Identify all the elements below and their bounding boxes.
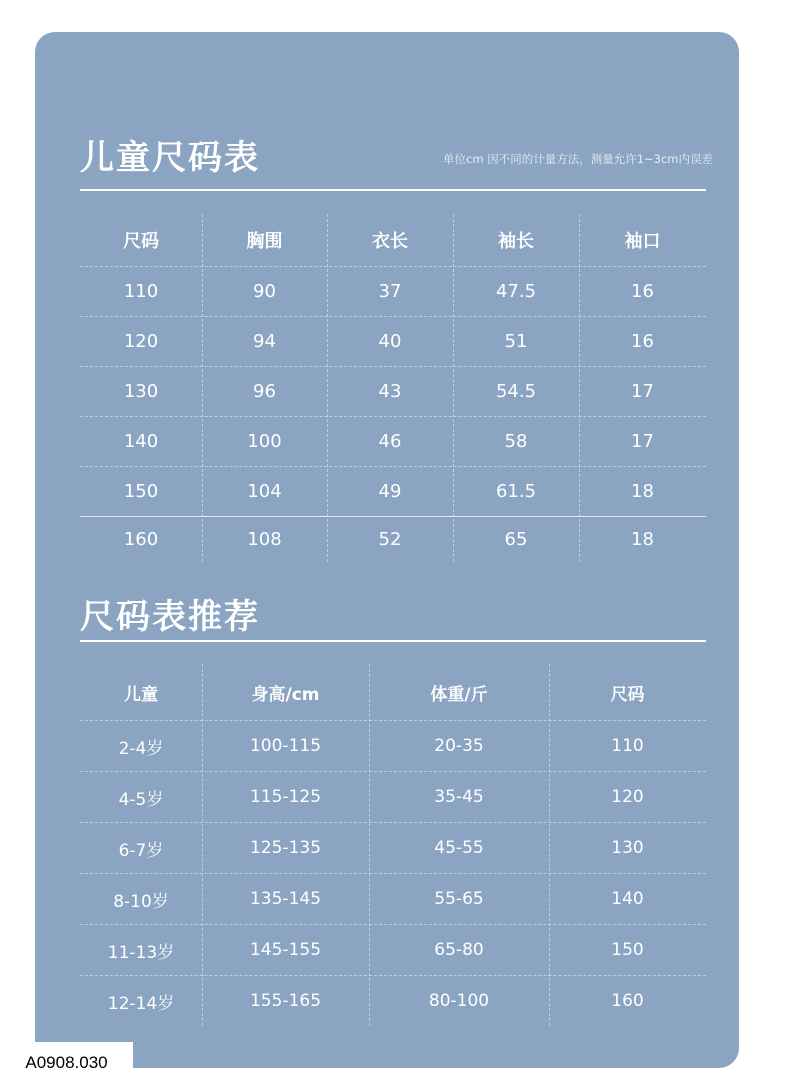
table-row: [80, 466, 706, 516]
recommendation-title: 尺码表推荐: [80, 597, 260, 637]
cell-size: 120: [123, 331, 159, 352]
cell-weight: 80-100: [428, 991, 490, 1011]
header-cuff: 袖口: [624, 231, 661, 252]
cell-age: 12-14岁: [107, 993, 175, 1014]
cell-size: 110: [611, 736, 644, 756]
cell-size: 140: [611, 889, 644, 909]
cell-size: 150: [123, 481, 159, 502]
table-row: [80, 266, 706, 316]
header-sleeve: 袖长: [498, 231, 534, 252]
cell-cuff: 17: [631, 431, 654, 452]
title-divider: [80, 640, 706, 642]
cell-sleeve: 58: [504, 431, 528, 452]
cell-chest: 100: [247, 431, 282, 452]
cell-sleeve: 51: [504, 331, 528, 352]
header-size: 尺码: [123, 231, 159, 252]
cell-weight: 35-45: [434, 787, 484, 807]
table-row: [80, 975, 706, 1026]
table-header-row: [80, 214, 706, 266]
cell-weight: 55-65: [434, 889, 484, 909]
cell-weight: 45-55: [434, 838, 484, 858]
header-age: 儿童: [124, 684, 158, 705]
cell-height: 115-125: [249, 787, 322, 807]
cell-size: 160: [611, 991, 644, 1011]
cell-cuff: 18: [631, 529, 654, 550]
cell-cuff: 17: [631, 381, 654, 402]
size-chart-title: 儿童尺码表: [80, 138, 260, 178]
table-row: [80, 416, 706, 466]
cell-size: 130: [611, 838, 644, 858]
cell-length: 49: [378, 481, 402, 502]
cell-height: 125-135: [249, 838, 322, 858]
header-chest: 胸围: [246, 231, 283, 252]
cell-height: 155-165: [249, 991, 322, 1011]
cell-age: 6-7岁: [118, 840, 164, 861]
cell-length: 37: [378, 281, 402, 302]
header-length: 衣长: [372, 231, 408, 252]
cell-height: 135-145: [249, 889, 322, 909]
cell-size: 140: [123, 431, 159, 452]
cell-chest: 90: [253, 281, 276, 302]
measurement-note: 单位cm 因不同的计量方法，测量允许1~3cm内误差: [443, 152, 713, 166]
cell-height: 145-155: [249, 940, 322, 960]
cell-length: 46: [378, 431, 402, 452]
header-size: 尺码: [610, 684, 645, 705]
cell-sleeve: 54.5: [495, 381, 537, 402]
cell-length: 52: [378, 529, 402, 550]
table-row: [80, 316, 706, 366]
table-row: [80, 822, 706, 873]
cell-cuff: 16: [631, 281, 654, 302]
cell-cuff: 18: [631, 481, 654, 502]
cell-chest: 104: [247, 481, 282, 502]
table-row: [80, 366, 706, 416]
cell-age: 4-5岁: [118, 789, 164, 810]
product-code-label: A0908.030: [0, 1042, 133, 1084]
size-chart-card: [35, 32, 739, 1068]
cell-size: 130: [123, 381, 159, 402]
header-weight: 体重/斤: [430, 684, 488, 705]
cell-size: 110: [123, 281, 159, 302]
cell-chest: 108: [247, 529, 282, 550]
cell-size: 160: [123, 529, 159, 550]
table-row: [80, 924, 706, 975]
cell-length: 40: [378, 331, 402, 352]
title-divider: [80, 189, 706, 191]
table-row: [80, 771, 706, 822]
header-height: 身高/cm: [251, 684, 320, 705]
table-row: [80, 720, 706, 771]
cell-sleeve: 65: [504, 529, 528, 550]
cell-sleeve: 61.5: [495, 481, 537, 502]
cell-age: 8-10岁: [113, 891, 169, 912]
cell-age: 11-13岁: [107, 942, 175, 963]
cell-weight: 20-35: [434, 736, 484, 756]
cell-sleeve: 47.5: [495, 281, 537, 302]
cell-size: 120: [611, 787, 644, 807]
table-row: [80, 516, 706, 562]
table-row: [80, 873, 706, 924]
cell-height: 100-115: [249, 736, 322, 756]
cell-chest: 94: [253, 331, 276, 352]
table-header-row: [80, 664, 706, 720]
size-table: [80, 214, 706, 562]
cell-length: 43: [378, 381, 402, 402]
cell-cuff: 16: [631, 331, 654, 352]
cell-size: 150: [611, 940, 644, 960]
cell-weight: 65-80: [434, 940, 484, 960]
cell-age: 2-4岁: [118, 738, 164, 759]
recommendation-table: [80, 664, 706, 1026]
cell-chest: 96: [253, 381, 276, 402]
